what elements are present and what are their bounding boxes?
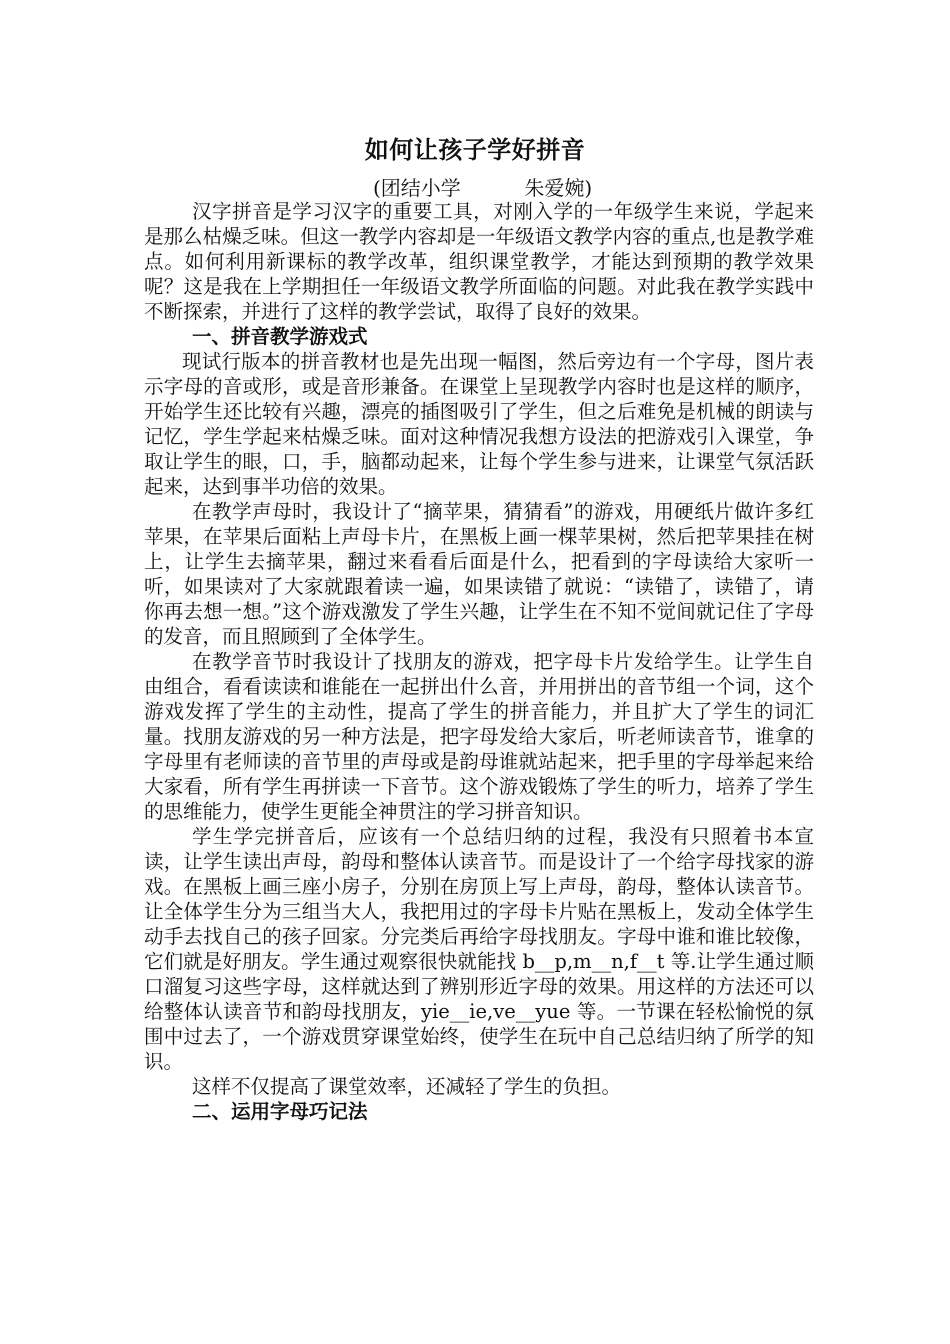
- document-body: [144, 199, 814, 1124]
- paragraph-3: 在教学音节时我设计了找朋友的游戏，把字母卡片发给学生。让学生自由组合，看看读读和谁能在一起拼出什么音，并用拼出的音节组一个词，这个游戏发挥了学生的主动性，提高了学生的拼音能力，并且扩大了学生的词汇量。找朋友游戏的另一种方法是，把字母发给大家后，听老师读音节，谁拿的字母里有老师读的音节里的声母或是韵母谁就站起来，把手里的字母举起来给大家看，所有学生再拼读一下音节。这个游戏锻炼了学生的听力，培养了学生的思维能力，使学生更能全神贯注的学习拼音知识。: [144, 650, 814, 823]
- paragraph-2: 在教学声母时，我设计了“摘苹果，猜猜看”的游戏，用硬纸片做许多红苹果，在苹果后面粘上声母卡片，在黑板上画一棵苹果树，然后把苹果挂在树上，让学生去摘苹果，翻过来看看后面是什么，把看到的字母读给大家听一听，如果读对了大家就跟着读一遍，如果读错了就说：“读错了，读错了，请你再去想一想。”这个游戏激发了学生兴趣，让学生在不知不觉间就记住了字母的发音，而且照顾到了全体学生。: [144, 500, 814, 648]
- section-heading-1: 一、拼音教学游戏式: [192, 325, 368, 348]
- intro-paragraph: 汉字拼音是学习汉字的重要工具，对刚入学的一年级学生来说，学起来是那么枯燥乏味。但这一教学内容却是一年级语文教学内容的重点,也是教学难点。如何利用新课标的教学改革，组织课堂教学，才能达到预期的教学效果呢？这是我在上学期担任一年级语文教学所面临的问题。对此我在教学实践中不断探索，并进行了这样的教学尝试，取得了良好的效果。: [144, 200, 814, 323]
- paragraph-4: 学生学完拼音后，应该有一个总结归纳的过程，我没有只照着书本宣读，让学生读出声母，韵母和整体认读音节。而是设计了一个给字母找家的游戏。在黑板上画三座小房子，分别在房顶上写上声母，韵母，整体认读音节。让全体学生分为三组当大人，我把用过的字母卡片贴在黑板上，发动全体学生动手去找自己的孩子回家。分完类后再给字母找朋友。字母中谁和谁比较像，它们就是好朋友。学生通过观察很快就能找 b__p,m__n,f__t 等.让学生通过顺口溜复习这些字母，这样就达到了辨别形近字母的效果。用这样的方法还可以给整体认读音节和韵母找朋友，yie__ie,ve__yue 等。一节课在轻松愉悦的氛围中过去了，一个游戏贯穿课堂始终，使学生在玩中自己总结归纳了所学的知识。: [144, 825, 814, 1073]
- paragraph-5: 这样不仅提高了课堂效率，还减轻了学生的负担。: [192, 1075, 622, 1098]
- author-byline: (团结小学 朱爱婉): [373, 176, 593, 200]
- document-title: 如何让孩子学好拼音: [364, 135, 586, 164]
- section-heading-2: 二、运用字母巧记法: [192, 1100, 368, 1123]
- paragraph-1: 现试行版本的拼音教材也是先出现一幅图，然后旁边有一个字母，图片表示字母的音或形，或是音形兼备。在课堂上呈现教学内容时也是这样的顺序，开始学生还比较有兴趣，漂亮的插图吸引了学生，但之后难免是机械的朗读与记忆，学生学起来枯燥乏味。面对这种情况我想方设法的把游戏引入课堂，争取让学生的眼，口，手，脑都动起来，让每个学生参与进来，让课堂气氛活跃起来，达到事半功倍的效果。: [144, 350, 814, 498]
